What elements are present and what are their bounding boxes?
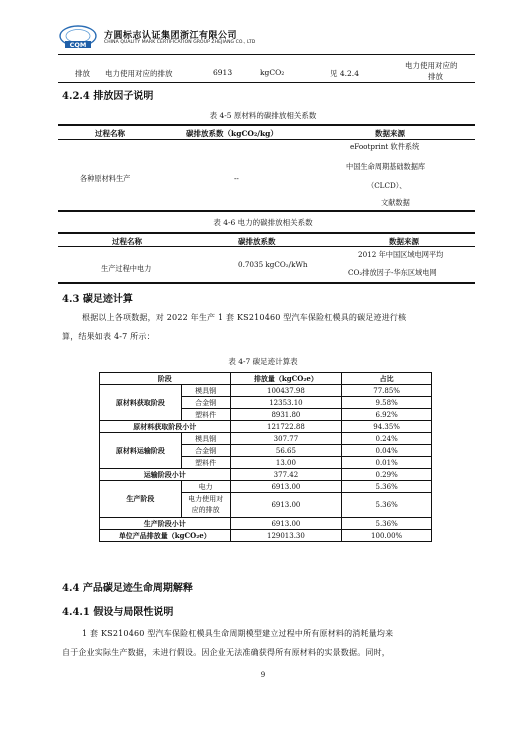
t46-header-2: 碳排放系数 [238,237,276,246]
svg-text:CQM: CQM [69,41,87,49]
table-row [100,481,432,493]
carry-cell-3: 6913 [213,68,233,77]
subtotal-label: 运输阶段小计 [100,469,231,481]
item-cell: 模具钢 [181,433,230,445]
pct-cell: 0.04% [342,445,432,457]
t45-src-4: 文献数据 [381,198,410,207]
pct-cell: 77.85% [342,385,432,397]
carry-bottom-rule [58,82,475,83]
pct-cell: 9.58% [342,397,432,409]
pct-cell: 6.92% [342,409,432,421]
subtotal-row [100,421,432,433]
org-name-cn: 方圆标志认证集团浙江有限公司 [104,31,238,41]
t45-src-3: （CLCD）、 [367,181,407,190]
section-4-4-1-para-line1: 1 套 KS210460 型汽车保险杠模具生命周期模型建立过程中所有原材料的消耗量均来 [82,629,394,638]
t45-coef: -- [234,174,239,183]
total-row [100,530,432,542]
t45-header-2: 碳排放系数（kgCO₂/kg） [186,129,278,138]
table-4-5-bottom-rule [58,210,475,212]
value-cell: 307.77 [230,433,342,445]
value-cell: 8931.80 [230,409,342,421]
item-cell [181,493,230,518]
t46-process-name: 生产过程中电力 [101,264,152,273]
subtotal-label: 生产阶段小计 [100,518,231,530]
item-cell: 合金钢 [181,397,230,409]
value-cell: 100437.98 [230,385,342,397]
pct-cell: 5.36% [342,493,432,518]
item-cell: 模具钢 [181,385,230,397]
th-share: 占比 [342,373,432,385]
stage-transport: 原材料运输阶段 [100,433,182,469]
t45-src-1: eFootprint 软件系统 [350,142,420,151]
org-name-en: CHINA QUALITY MARK CERTIFICATION GROUP ZHEJIANG CO., LTD [104,40,256,45]
carry-cell-1: 排放 [75,69,90,78]
carry-cell-5: 见 4.2.4 [330,69,359,78]
section-4-4-1-title: 4.4.1 假设与局限性说明 [62,607,174,618]
carry-cell-2: 电力使用对应的排放 [105,69,173,78]
pct-cell: 94.35% [342,421,432,433]
value-cell: 6913.00 [230,481,342,493]
page-number: 9 [260,671,266,679]
carry-cell-4: kgCO₂ [260,68,285,77]
stage-raw-material: 原材料获取阶段 [100,385,182,421]
pct-cell: 5.36% [342,481,432,493]
company-logo [58,24,98,50]
t45-header-3: 数据来源 [375,129,405,138]
subtotal-row [100,518,432,530]
value-cell: 121722.88 [230,421,342,433]
table-4-7-caption: 表 4-7 碳足迹计算表 [228,357,298,366]
pct-cell: 5.36% [342,518,432,530]
carry-cell-6b: 排放 [428,72,443,81]
th-emission: 排放量（kgCO₂e） [230,373,342,385]
carry-cell-6a: 电力使用对应的 [405,61,458,70]
value-cell: 13.00 [230,457,342,469]
t45-header-1: 过程名称 [95,129,125,138]
t45-src-2: 中国生命周期基础数据库 [346,162,426,171]
section-4-3-para-line2: 算，结果如表 4-7 所示： [62,332,155,341]
subtotal-row [100,469,432,481]
table-4-6-bottom-rule [58,282,475,284]
t46-coef: 0.7035 kgCO₂/kWh [238,260,308,269]
pct-cell: 0.24% [342,433,432,445]
pct-cell: 0.01% [342,457,432,469]
table-4-6-mid-rule [58,246,475,247]
table-4-5-top-rule [58,124,475,126]
pct-cell: 100.00% [342,530,432,542]
value-cell: 6913.00 [230,518,342,530]
t45-process-name: 各种原材料生产 [80,174,131,183]
th-stage: 阶段 [100,373,231,385]
subtotal-label: 原材料获取阶段小计 [100,421,231,433]
table-row [100,385,432,397]
section-4-4-1-para-line2: 自于企业实际生产数据，未进行假设。因企业无法准确获得所有原材料的实景数据。同时， [62,648,390,657]
section-4-2-4-title: 4.2.4 排放因子说明 [62,91,154,102]
table-header-row [100,373,432,385]
section-4-3-title: 4.3 碳足迹计算 [62,294,133,305]
t46-src-2: CO₂排放因子-华东区域电网 [348,268,437,277]
item-cell: 塑料件 [181,457,230,469]
item-cell: 电力 [181,481,230,493]
t46-src-1: 2012 年中国区域电网平均 [358,250,444,259]
value-cell: 56.65 [230,445,342,457]
value-cell: 377.42 [230,469,342,481]
value-cell: 12353.10 [230,397,342,409]
section-4-4-title: 4.4 产品碳足迹生命周期解释 [62,583,193,594]
total-label: 单位产品排放量（kgCO₂e） [100,530,231,542]
header-rule [58,54,475,55]
pct-cell: 0.29% [342,469,432,481]
carry-over-row [0,59,526,89]
t46-header-3: 数据来源 [389,237,419,246]
item-cell: 合金钢 [181,445,230,457]
section-4-3-para-line1: 根据以上各项数据，对 2022 年生产 1 套 KS210460 型汽车保险杠模具的碳足迹进行核 [82,313,407,322]
item-line-2: 应的排放 [191,506,220,514]
table-4-5-mid-rule [58,139,475,140]
table-row [100,433,432,445]
stage-production: 生产阶段 [100,481,182,518]
item-line-1: 电力使用对 [188,495,224,503]
value-cell: 129013.30 [230,530,342,542]
t46-header-1: 过程名称 [112,237,142,246]
table-4-6-top-rule [58,232,475,234]
table-4-6-caption: 表 4-6 电力的碳排放相关系数 [213,218,313,227]
table-4-5-caption: 表 4-5 原材料的碳排放相关系数 [209,111,317,120]
carbon-footprint-table [99,372,432,542]
value-cell: 6913.00 [230,493,342,518]
item-cell: 塑料件 [181,409,230,421]
